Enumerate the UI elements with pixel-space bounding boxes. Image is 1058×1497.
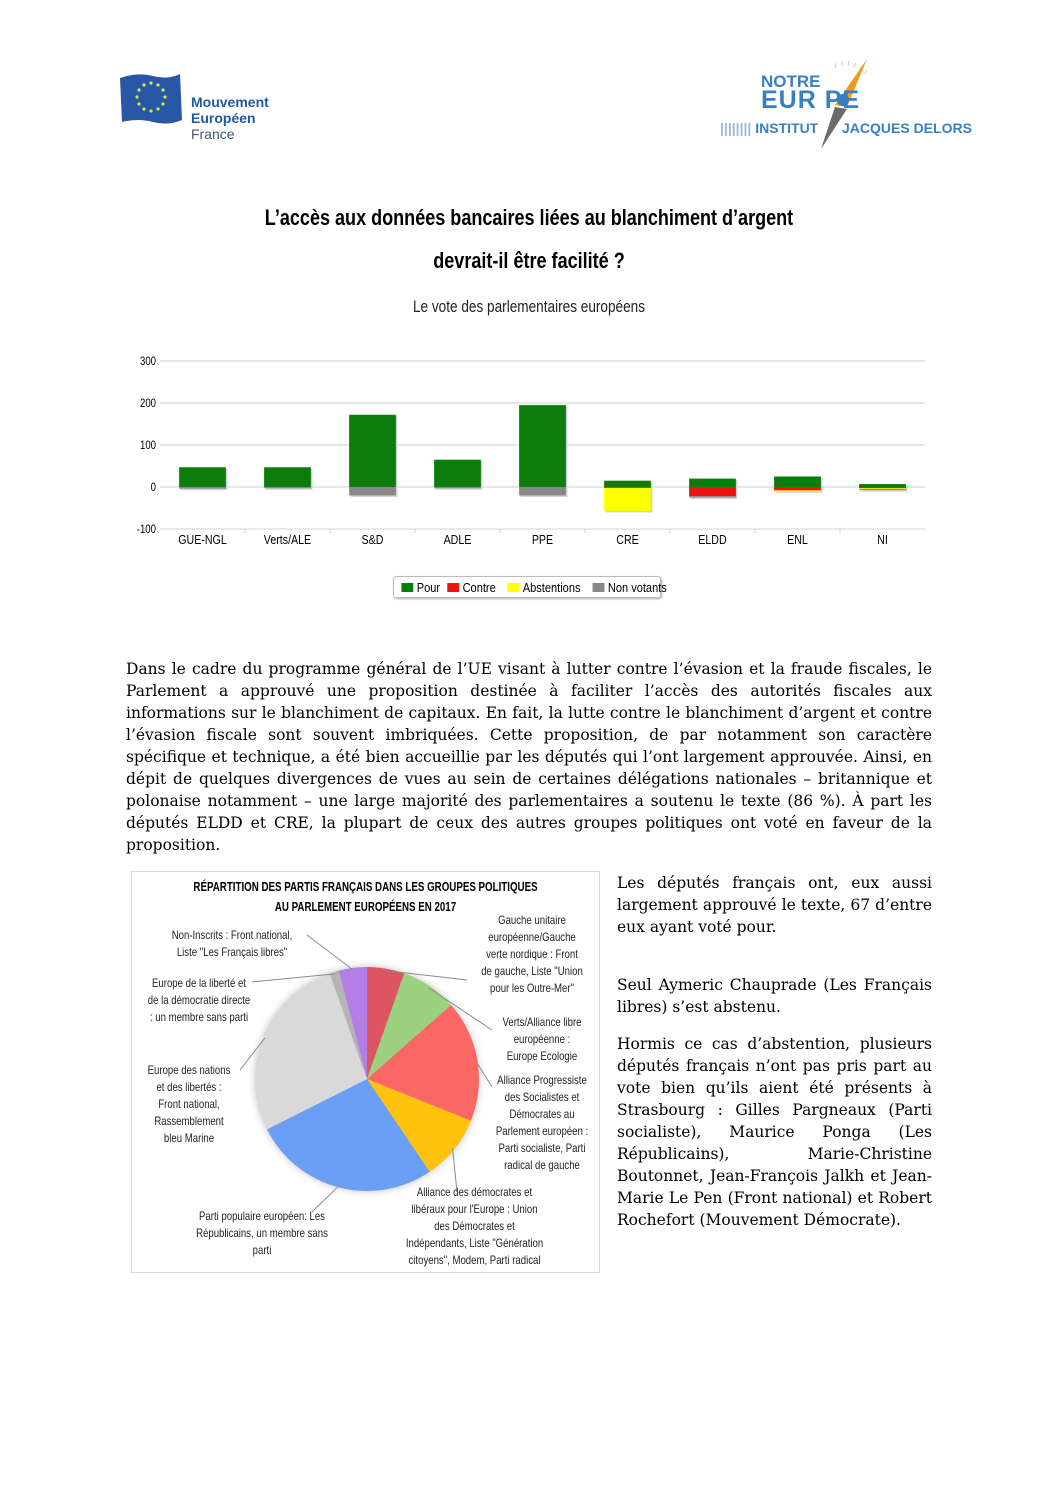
legend-label: Abstentions xyxy=(522,579,580,595)
logo-text-line3: France xyxy=(191,126,235,142)
pie-label-gue: Gauche unitaire européenne/Gauche verte nordique : Front de gauche, Liste "Union pour les Outre-Mer" xyxy=(481,913,583,995)
x-tick-label: ENL xyxy=(787,531,808,548)
legend-item-contre xyxy=(448,580,496,595)
bar-segment-pour xyxy=(604,481,651,487)
mouvement-europeen-logo xyxy=(118,70,298,150)
legend-swatch xyxy=(401,583,413,592)
legend-swatch xyxy=(593,583,605,592)
leader-line xyxy=(307,935,353,970)
x-tick-label: Verts/ALE xyxy=(263,531,312,548)
bar-shadow xyxy=(181,489,228,491)
bar-shadow xyxy=(436,489,483,490)
bar-segment-non-votants xyxy=(264,487,311,488)
y-tick-label: 300 xyxy=(139,355,156,369)
stacked-bar-chart xyxy=(120,345,935,560)
y-tick-label: 100 xyxy=(139,439,156,453)
bar-segment-pour xyxy=(179,467,226,487)
legend-item-pour xyxy=(401,580,440,595)
legend-label: Contre xyxy=(463,579,497,595)
x-tick-label: CRE xyxy=(616,531,639,548)
legend-item-abstentions xyxy=(507,580,580,595)
page-title-line2: devrait-il être facilité ? xyxy=(433,248,625,273)
side-paragraph-2: Seul Aymeric Chauprade (Les Français libres) s’est abstenu. xyxy=(617,976,932,1016)
y-tick-label: 0 xyxy=(150,481,156,495)
bar-segment-non-votants xyxy=(434,487,481,488)
pie-label-verts: Verts/Alliance libre européenne : Europe Ecologie xyxy=(502,1015,582,1063)
bar-segment-non-votants xyxy=(349,487,396,495)
x-tick-label: ADLE xyxy=(443,531,472,548)
x-tick-label: S&D xyxy=(361,531,384,548)
chart-subtitle: Le vote des parlementaires européens xyxy=(412,297,646,316)
legend-label: Non votants xyxy=(608,579,668,595)
bar-segment-pour xyxy=(689,479,736,487)
bar-segment-contre xyxy=(689,487,736,496)
logo-europe: EUR PE xyxy=(761,86,861,114)
y-tick-label: 200 xyxy=(139,397,156,411)
side-paragraph-3: Hormis ce cas d’abstention, plusieurs députés français n’ont pas pris part au vote bien qu’ils aient été présents à Strasbourg : Gilles Pargneaux (Parti socialiste), Maurice Ponga (Les Républicains), Marie-Christine Boutonnet, Jean-François Jalkh et Jean-Marie Le Pen (Front national) et Robert Rochefort (Mouvement Démocrate). xyxy=(617,1035,932,1229)
bar-segment-contre xyxy=(859,487,906,488)
x-tick-label: ELDD xyxy=(698,531,727,548)
pie-title-line1: RÉPARTITION DES PARTIS FRANÇAIS DANS LES GROUPES POLITIQUES xyxy=(193,880,538,894)
bar-segment-non-votants xyxy=(859,489,906,490)
bar-segment-pour xyxy=(434,460,481,487)
pie-label-eldd: Europe de la liberté et de la démocratie directe : un membre sans parti xyxy=(147,976,251,1024)
bar-segment-non-votants xyxy=(689,496,736,497)
legend-swatch xyxy=(507,583,519,592)
bar-shadow xyxy=(861,491,908,492)
body-paragraph: Dans le cadre du programme général de l’UE visant à lutter contre l’évasion et la fraude fiscales, le Parlement a approuvé une proposition destinée à faciliter l’accès des autorités fiscales aux informations sur le blanchiment de capitaux. En fait, la lutte contre le blanchiment d’argent et contre l’évasion fiscale sont souvent imbriquées. Cette proposition, de par notamment son caractère spécifique et technique, a été bien accueillie par les députés qui l’ont largement approuvée. Ainsi, en dépit de quelques divergences de vues au sein de certaines délégations nationales – britannique et polonaise notamment – une large majorité des parlementaires a soutenu le texte (86 %). À part les députés ELDD et CRE, la plupart de ceux des autres groupes politiques ont voté en faveur de la proposition. xyxy=(126,660,932,854)
x-tick-label: GUE-NGL xyxy=(178,531,227,548)
notre-europe-logo xyxy=(715,55,972,155)
legend-swatch xyxy=(448,583,460,592)
x-tick-label: PPE xyxy=(531,531,554,548)
bar-segment-pour xyxy=(519,405,566,487)
bar-segment-pour xyxy=(774,477,821,488)
logo-institut-text: INSTITUT xyxy=(755,120,819,136)
bar-segment-abstentions xyxy=(774,490,821,491)
pie-chart-figure xyxy=(131,871,600,1273)
bar-shadow xyxy=(776,492,823,493)
logo-institut: |||||||| INSTITUT xyxy=(720,120,819,136)
logo-jacques-delors: JACQUES DELORS xyxy=(842,120,972,136)
side-paragraph-1: Les députés français ont, eux aussi largement approuvé le texte, 67 d’entre eux ayant voté pour. xyxy=(617,874,932,936)
bar-segment-non-votants xyxy=(179,487,226,489)
bar-segment-pour xyxy=(349,415,396,487)
bar-segment-pour xyxy=(264,467,311,487)
legend-item-non-votants xyxy=(593,580,667,595)
pie-label-enl: Europe des nations et des libertés : Front national, Rassemblement bleu Marine xyxy=(147,1063,231,1145)
bar-shadow xyxy=(691,498,738,499)
logo-text-line1: Mouvement xyxy=(191,94,269,110)
pie-slices xyxy=(255,967,479,1191)
pie-label-adle: Alliance des démocrates et libéraux pour l'Europe : Union des Démocrates et Indépendants, Liste "Génération citoyens", Modem, Parti radical xyxy=(405,1185,544,1267)
eu-flag-icon xyxy=(118,70,188,130)
x-tick-label: NI xyxy=(877,531,888,548)
pie-label-ni: Non-Inscrits : Front national, Liste "Les Français libres" xyxy=(171,928,293,959)
logo-notre: NOTRE xyxy=(761,72,821,91)
pie-label-sd: Alliance Progressiste des Socialistes et Démocrates au Parlement européen : Parti socialiste, Parti radical de gauche xyxy=(495,1073,589,1172)
chart-legend xyxy=(393,576,668,598)
bar-segment-pour xyxy=(859,484,906,487)
legend-label: Pour xyxy=(416,579,441,595)
bar-segment-non-votants xyxy=(519,487,566,495)
page-title-line1: L’accès aux données bancaires liées au blanchiment d’argent xyxy=(264,205,794,230)
bar-segment-contre xyxy=(774,487,821,490)
logo-text-line2: Européen xyxy=(191,110,256,126)
bar-segment-abstentions xyxy=(604,488,651,511)
pie-label-ppe: Parti populaire européen: Les Républicains, un membre sans parti xyxy=(196,1209,328,1257)
bar-shadow xyxy=(266,489,313,490)
y-tick-label: -100 xyxy=(136,523,156,537)
pie-title-line2: AU PARLEMENT EUROPÉENS EN 2017 xyxy=(274,900,457,914)
